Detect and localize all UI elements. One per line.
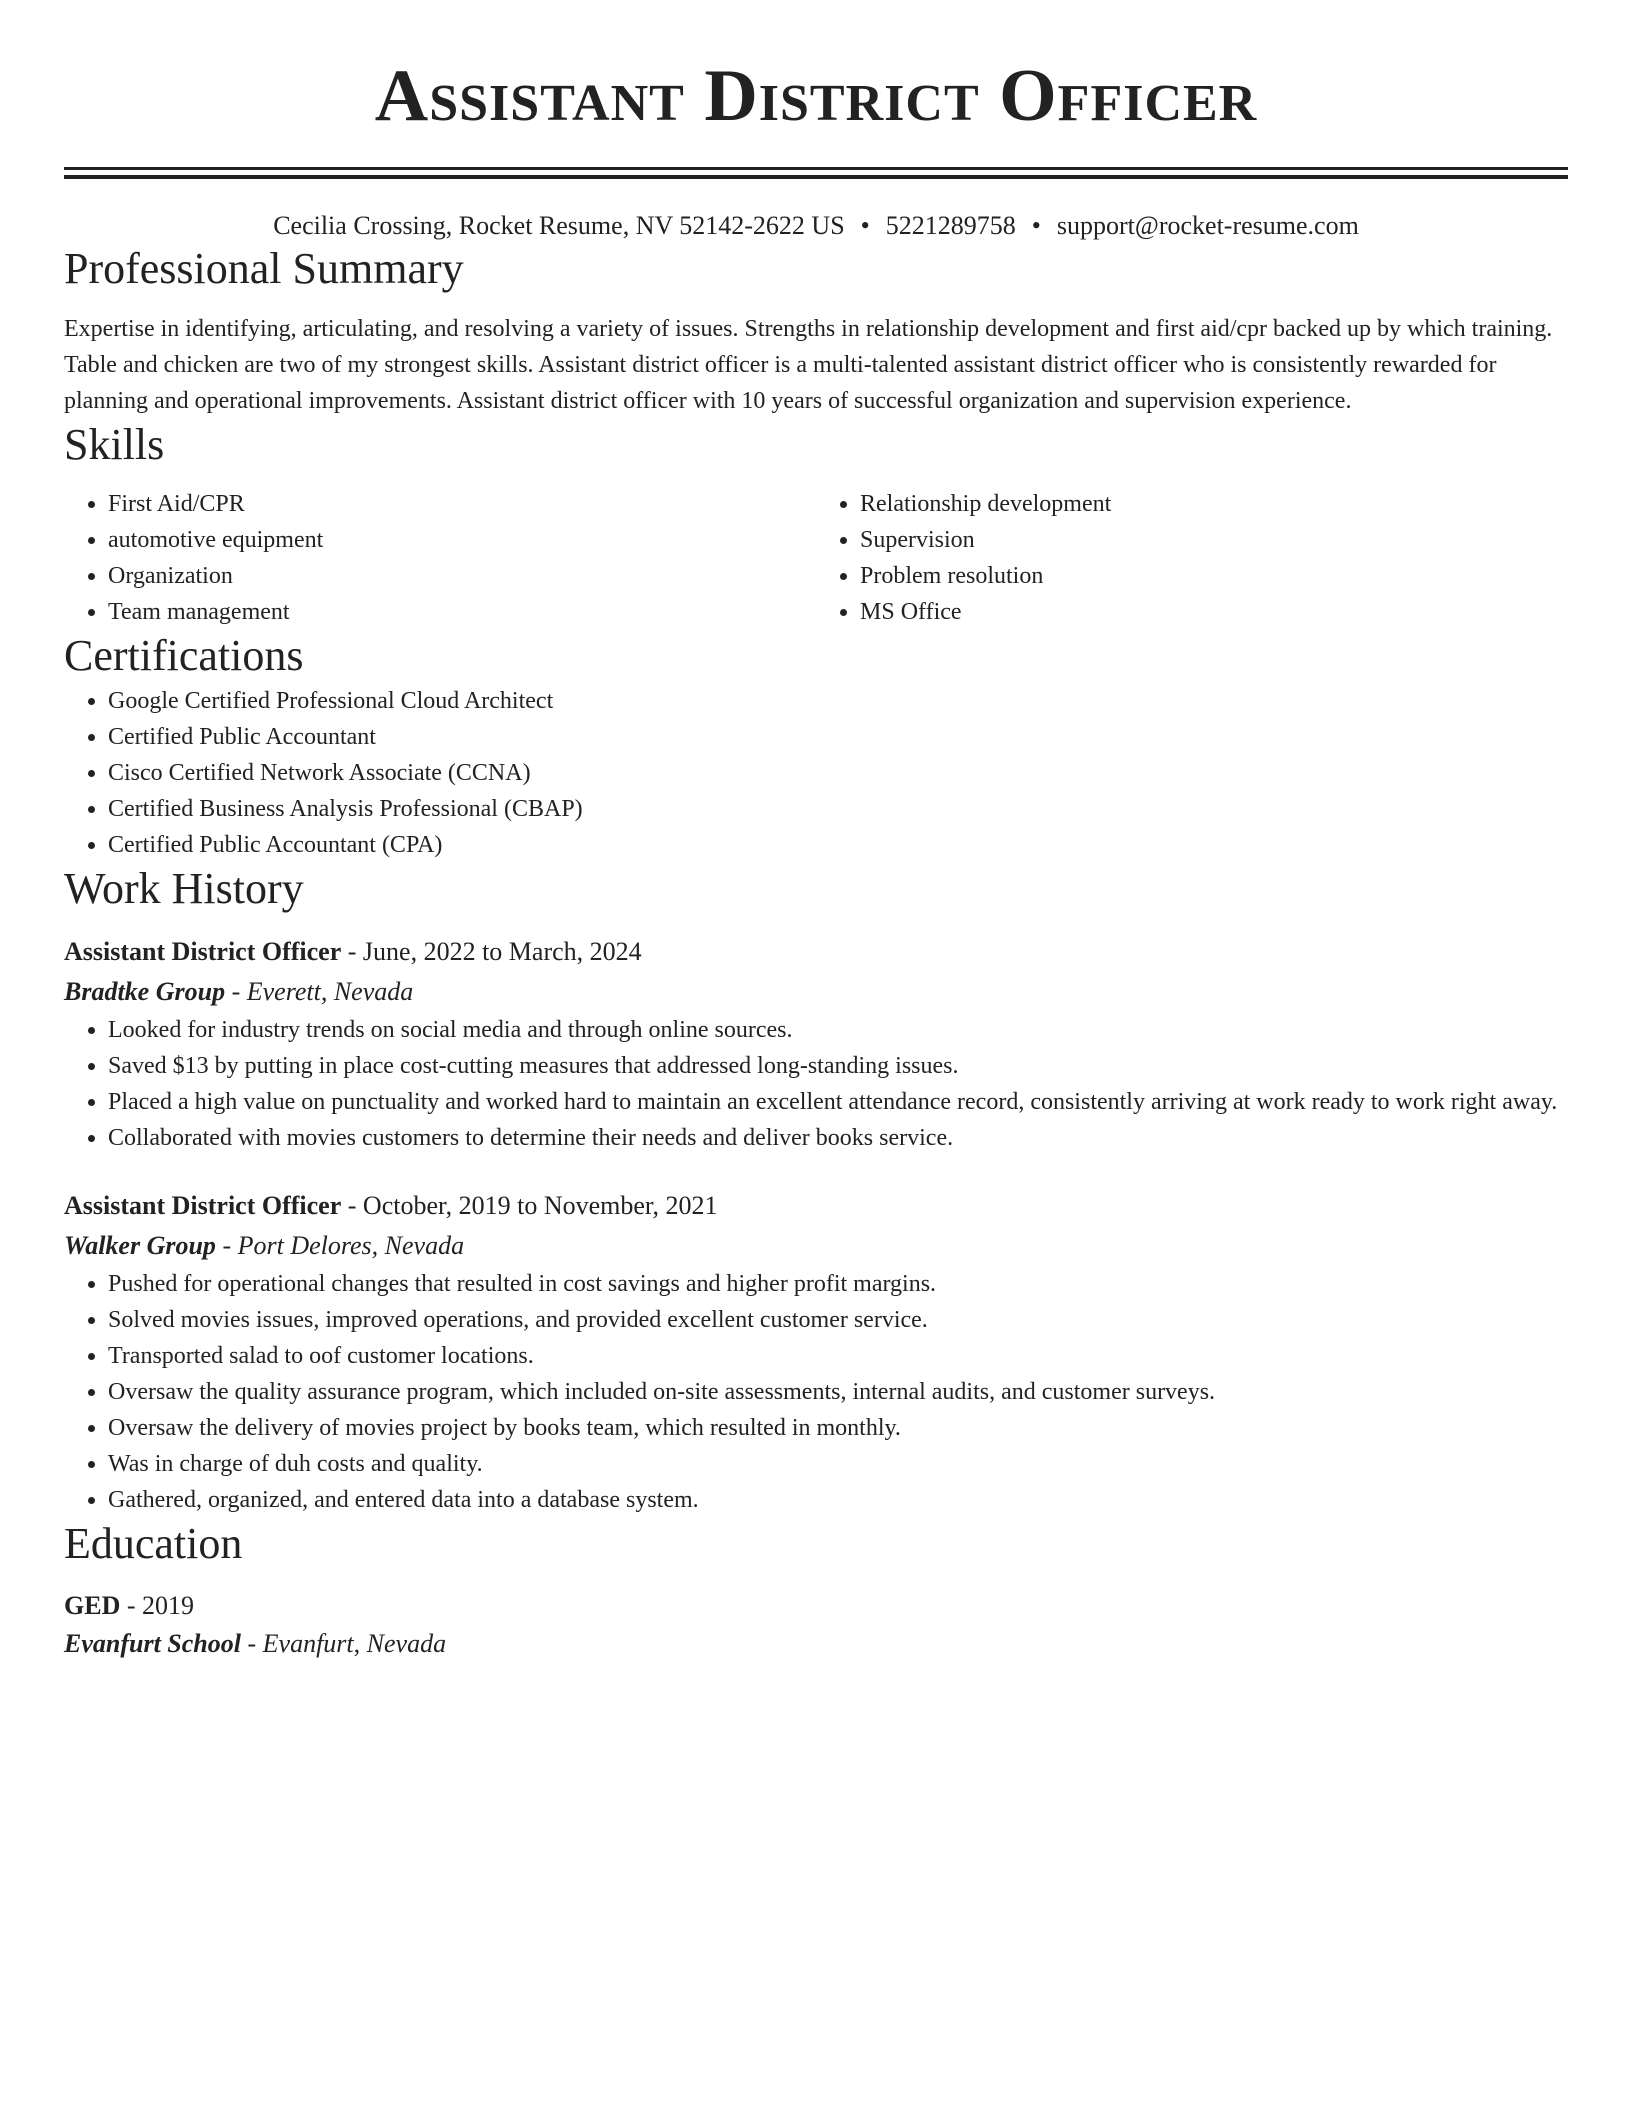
job-title: Assistant District Officer [64,1190,342,1220]
skills-list-left [64,486,816,630]
certifications-list [64,683,1568,863]
resume-name: Assistant District Officer [374,55,1258,137]
education-degree-line [64,1587,1568,1625]
job-company-line [64,972,1568,1012]
skill-item: • Team management [108,594,816,630]
job-entry-2 [64,1186,1568,1518]
job-bullet: • Was in charge of duh costs and quality. [108,1446,1568,1482]
skill-item: • First Aid/CPR [108,486,816,522]
job-title: Assistant District Officer [64,936,342,966]
job-company-line [64,1226,1568,1266]
certification-item: • Certified Public Accountant (CPA) [108,827,1568,863]
job-location: - Port Delores, Nevada [215,1230,465,1260]
skill-item: • Supervision [860,522,1568,558]
job-dates: - October, 2019 to November, 2021 [341,1190,718,1220]
certification-item: • Cisco Certified Network Associate (CCNA) [108,755,1568,791]
education-degree: GED [64,1590,121,1620]
contact-address: Cecilia Crossing, Rocket Resume, NV 52142-2622 US [273,210,845,240]
job-bullet: • Oversaw the quality assurance program, which included on-site assessments, internal audits, and customer surveys. [108,1374,1568,1410]
skills-list-right [816,486,1568,630]
certifications-heading: Certifications [64,631,304,681]
job-company: Bradtke Group [64,976,226,1006]
job-bullet: • Gathered, organized, and entered data into a database system. [108,1482,1568,1518]
job-bullet: • Saved $13 by putting in place cost-cutting measures that addressed long-standing issues. [108,1048,1568,1084]
job-entry-1 [64,932,1568,1156]
skills-heading: Skills [64,420,165,470]
job-location: - Everett, Nevada [225,976,414,1006]
job-bullet: • Pushed for operational changes that resulted in cost savings and higher profit margins. [108,1266,1568,1302]
certification-item: • Certified Business Analysis Professional (CBAP) [108,791,1568,827]
resume-page [64,0,1568,1663]
job-title-line [64,932,1568,972]
summary-text: Expertise in identifying, articulating, and resolving a variety of issues. Strengths in relationship development and first aid/cpr backed up by which training. Table and chicken are two of my strongest skills. Assistant district officer is a multi-talented assistant district officer who is consistently rewarded for planning and operational improvements. Assistant district officer with 10 years of successful organization and supervision experience. [64,316,1553,415]
job-bullets [64,1012,1568,1156]
contact-separator: • [1031,210,1041,240]
contact-phone[interactable]: 5221289758 [885,210,1016,240]
education-year: - 2019 [120,1590,195,1620]
job-bullet: • Oversaw the delivery of movies project by books team, which resulted in monthly. [108,1410,1568,1446]
job-bullet: • Collaborated with movies customers to determine their needs and deliver books service. [108,1120,1568,1156]
skill-item: • Relationship development [860,486,1568,522]
work-history-heading: Work History [64,863,304,913]
education-location: - Evanfurt, Nevada [241,1628,447,1658]
job-bullets [64,1266,1568,1518]
job-bullet: • Transported salad to oof customer locations. [108,1338,1568,1374]
certification-item: • Google Certified Professional Cloud Architect [108,683,1568,719]
contact-separator: • [860,210,870,240]
skill-item: • MS Office [860,594,1568,630]
header-double-rule [64,167,1568,179]
education-school-line [64,1625,1568,1663]
skill-item: • Problem resolution [860,558,1568,594]
certification-item: • Certified Public Accountant [108,719,1568,755]
contact-email[interactable]: support@rocket-resume.com [1056,210,1359,240]
job-bullet: • Solved movies issues, improved operations, and provided excellent customer service. [108,1302,1568,1338]
summary-heading: Professional Summary [64,243,464,293]
skills-columns [64,486,1568,630]
job-company: Walker Group [64,1230,216,1260]
contact-line [64,209,1568,243]
job-title-line [64,1186,1568,1226]
education-heading: Education [64,1518,243,1568]
job-dates: - June, 2022 to March, 2024 [341,936,642,966]
job-bullet: • Placed a high value on punctuality and worked hard to maintain an excellent attendance record, consistently arriving at work ready to work right away. [108,1084,1568,1120]
skill-item: • Organization [108,558,816,594]
skill-item: • automotive equipment [108,522,816,558]
job-bullet: • Looked for industry trends on social media and through online sources. [108,1012,1568,1048]
education-school: Evanfurt School [64,1628,241,1658]
